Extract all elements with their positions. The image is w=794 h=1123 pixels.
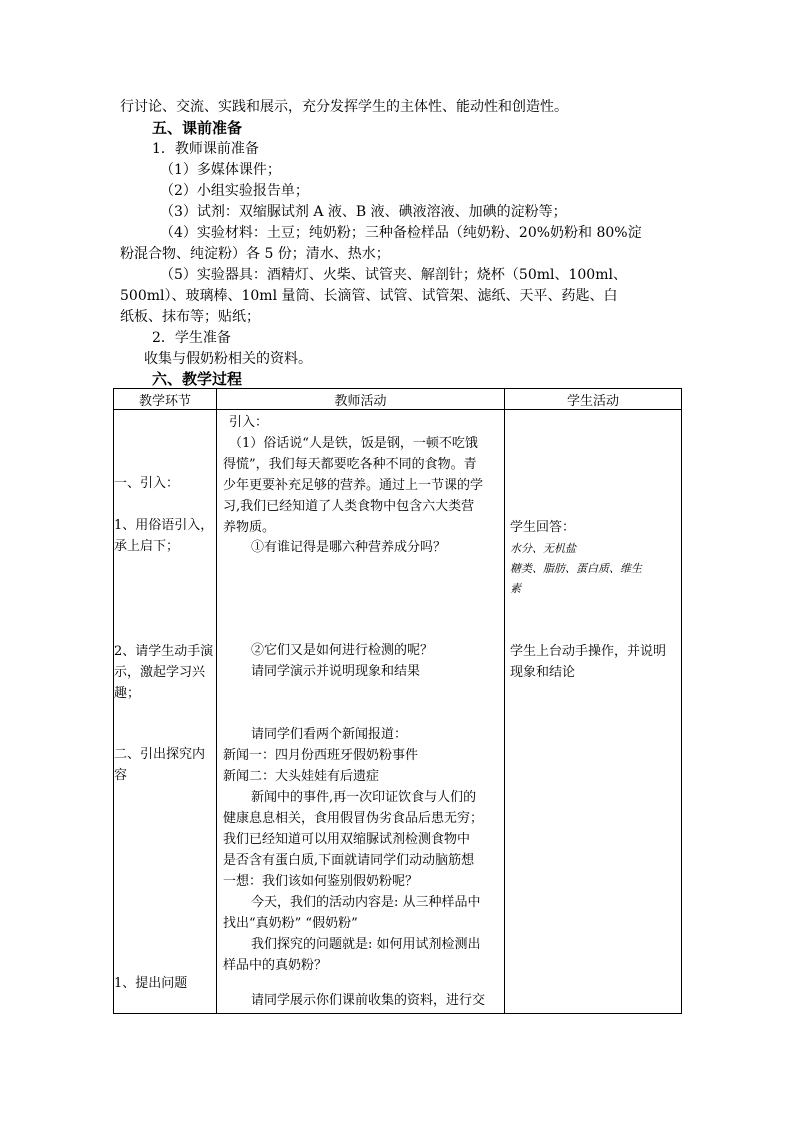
prep-item: 粉混合物、纯淀粉）各 5 份；清水、热水； — [120, 246, 390, 262]
prep-item: （1）多媒体课件； — [160, 162, 281, 178]
teacher-text: 我们探究的问题就是: 如何用试剂检测出 — [251, 937, 481, 952]
teacher-text: 新闻一：四月份西班牙假奶粉事件 — [223, 748, 419, 763]
student-answer-text: 素 — [510, 582, 521, 595]
student-text: 现象和结论 — [510, 665, 576, 680]
teacher-prep-title: 1．教师课前准备 — [152, 141, 259, 157]
teacher-text: 我们已经知道可以用双缩脲试剂检测食物中 — [223, 832, 471, 847]
section-5-title: 五、课前准备 — [152, 119, 243, 137]
student-activity-cell — [505, 410, 682, 1014]
stage-text: 一、引入： — [114, 476, 180, 491]
prep-item: （5）实验器具：酒精灯、火柴、试管夹、解剖针；烧杯（50ml、100ml、 — [160, 267, 627, 283]
stage-text: 容 — [114, 768, 128, 783]
teacher-text: 新闻中的事件,再一次印证饮食与人们的 — [251, 790, 477, 805]
table-header-row — [114, 389, 682, 410]
prep-item: （2）小组实验报告单； — [160, 183, 309, 199]
header-student-activity: 学生活动 — [505, 389, 682, 410]
header-teaching-stage: 教学环节 — [114, 389, 217, 410]
prep-item: 纸板、抹布等；贴纸； — [120, 309, 260, 325]
teacher-text: 新闻二：大头娃娃有后遗症 — [223, 769, 380, 784]
teacher-text: 找出“真奶粉” “假奶粉” — [223, 916, 358, 931]
stage-cell — [114, 410, 217, 1014]
teacher-activity-cell — [217, 410, 505, 1014]
stage-text: 趣； — [114, 686, 141, 701]
teacher-text: 请同学演示并说明现象和结果 — [251, 664, 421, 679]
student-text: 学生回答： — [510, 520, 576, 535]
table-row — [114, 410, 682, 1014]
prep-item: 500ml）、玻璃棒、10ml 量筒、长滴管、试管、试管架、滤纸、天平、药匙、白 — [120, 288, 618, 304]
stage-text: 承上启下； — [114, 539, 180, 554]
stage-text: 1、用俗语引入， — [114, 518, 214, 533]
student-text: 学生上台动手操作，并说明 — [510, 644, 667, 659]
teacher-text: 养物质。 — [223, 520, 276, 535]
section-6-title: 六、教学过程 — [152, 370, 243, 388]
intro-line: 行讨论、交流、实践和展示，充分发挥学生的主体性、能动性和创造性。 — [120, 99, 568, 115]
teacher-text: 得慌”，我们每天都要吃各种不同的食物。青 — [223, 457, 477, 472]
student-prep-item: 收集与假奶粉相关的资料。 — [144, 351, 312, 367]
stage-text: 2、请学生动手演 — [114, 644, 214, 659]
teacher-text: 一想：我们该如何鉴别假奶粉呢？ — [223, 874, 419, 889]
teacher-text: 健康息息相关，食用假冒伪劣食品后患无穷； — [223, 811, 484, 826]
stage-text: 示，激起学习兴 — [114, 665, 206, 680]
stage-text: 二、引出探究内 — [114, 747, 206, 762]
student-answer-text: 水分、无机盐 — [510, 542, 576, 555]
teacher-text: 请同学展示你们课前收集的资料，进行交 — [251, 993, 486, 1008]
teacher-text: 样品中的真奶粉？ — [223, 958, 328, 973]
stage-text: 1、提出问题 — [114, 976, 188, 991]
prep-item: （3）试剂：双缩脲试剂 A 液、B 液、碘液溶液、加碘的淀粉等； — [160, 204, 567, 220]
prep-item: （4）实验材料：土豆；纯奶粉；三种备检样品（纯奶粉、20%奶粉和 80%淀 — [160, 225, 642, 241]
teacher-text: 少年更要补充足够的营养。通过上一节课的学 — [223, 478, 484, 493]
teacher-text: （1）俗话说“人是铁，饭是钢，一顿不吃饿 — [229, 436, 478, 451]
teacher-text: ①有谁记得是哪六种营养成分吗？ — [251, 540, 447, 555]
teacher-text: 请同学们看两个新闻报道： — [251, 727, 408, 742]
teacher-text: 是否含有蛋白质,下面就请同学们动动脑筋想 — [223, 853, 475, 868]
teaching-process-table — [113, 388, 682, 1014]
student-answer-text: 糖类、脂肪、蛋白质、维生 — [510, 562, 642, 575]
student-prep-title: 2．学生准备 — [152, 330, 231, 346]
teacher-text: 今天，我们的活动内容是: 从三种样品中 — [251, 895, 481, 910]
teacher-text: 习,我们已经知道了人类食物中包含六大类营 — [223, 499, 475, 514]
header-teacher-activity: 教师活动 — [217, 389, 505, 410]
teacher-text: ②它们又是如何进行检测的呢？ — [251, 643, 434, 658]
teacher-text: 引入： — [229, 415, 269, 430]
